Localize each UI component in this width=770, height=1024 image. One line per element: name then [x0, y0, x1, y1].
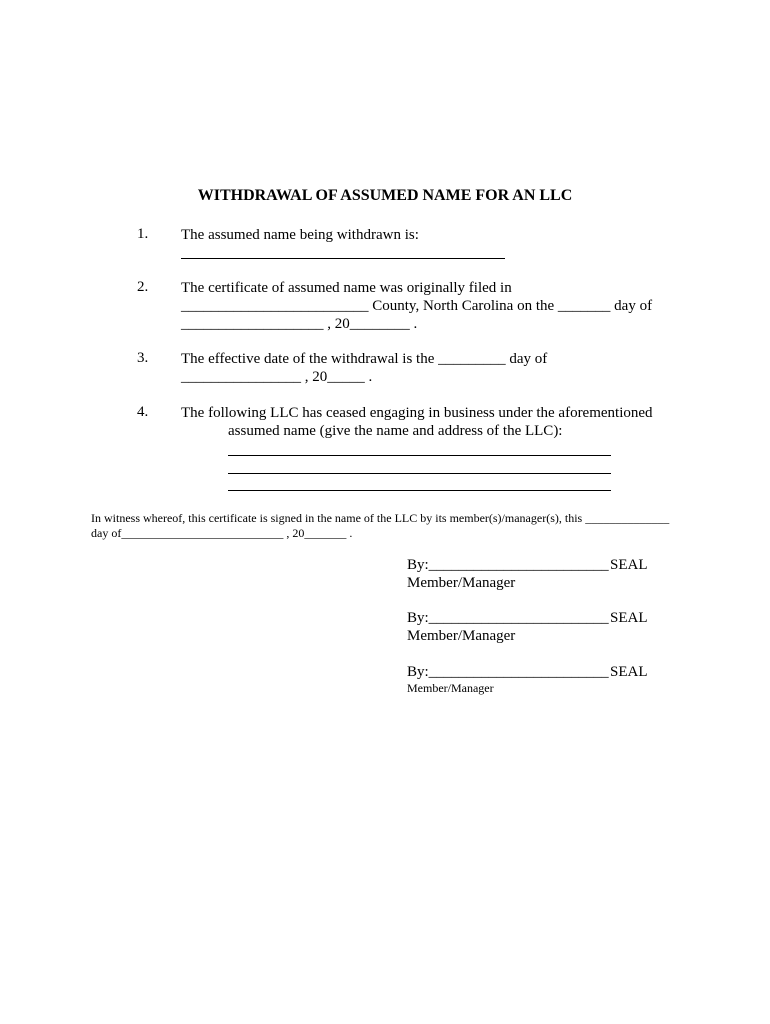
- witness-line-1: In witness whereof, this certificate is signed in the name of the LLC by its member(s)/manager(s), this ______________: [91, 511, 670, 525]
- signature-2-seal: SEAL: [610, 610, 648, 626]
- item-4-text-line-2: assumed name (give the name and address of the LLC):: [228, 423, 563, 439]
- signature-1-seal: SEAL: [610, 557, 648, 573]
- item-2-text-line-3: ___________________ , 20________ .: [181, 316, 418, 332]
- item-4-text-line-1: The following LLC has ceased engaging in business under the aforementioned: [181, 405, 653, 421]
- item-2-text-line-2: _________________________ County, North Carolina on the _______ day of: [181, 298, 653, 314]
- signature-1-line[interactable]: By:________________________: [407, 557, 609, 573]
- item-3-text-line-1: The effective date of the withdrawal is the _________ day of: [181, 351, 548, 367]
- signature-2-role: Member/Manager: [407, 628, 516, 644]
- item-1-text: The assumed name being withdrawn is:: [181, 227, 419, 243]
- signature-2-line[interactable]: By:________________________: [407, 610, 609, 626]
- item-2-text-line-1: The certificate of assumed name was originally filed in: [181, 280, 512, 296]
- item-1-blank-line[interactable]: [181, 258, 505, 259]
- signature-3-role: Member/Manager: [407, 681, 494, 695]
- document-title: WITHDRAWAL OF ASSUMED NAME FOR AN LLC: [197, 187, 573, 204]
- item-1-number: 1.: [137, 226, 149, 242]
- item-3-text-line-2: ________________ , 20_____ .: [181, 369, 373, 385]
- item-4-number: 4.: [137, 404, 149, 420]
- item-3-number: 3.: [137, 350, 149, 366]
- signature-1-role: Member/Manager: [407, 575, 516, 591]
- signature-3-line[interactable]: By:________________________: [407, 664, 609, 680]
- llc-blank-line-1[interactable]: [228, 455, 611, 456]
- signature-3-seal: SEAL: [610, 664, 648, 680]
- item-2-number: 2.: [137, 279, 149, 295]
- llc-blank-line-3[interactable]: [228, 490, 611, 491]
- witness-line-2: day of___________________________ , 20_______ .: [91, 526, 353, 540]
- llc-blank-line-2[interactable]: [228, 473, 611, 474]
